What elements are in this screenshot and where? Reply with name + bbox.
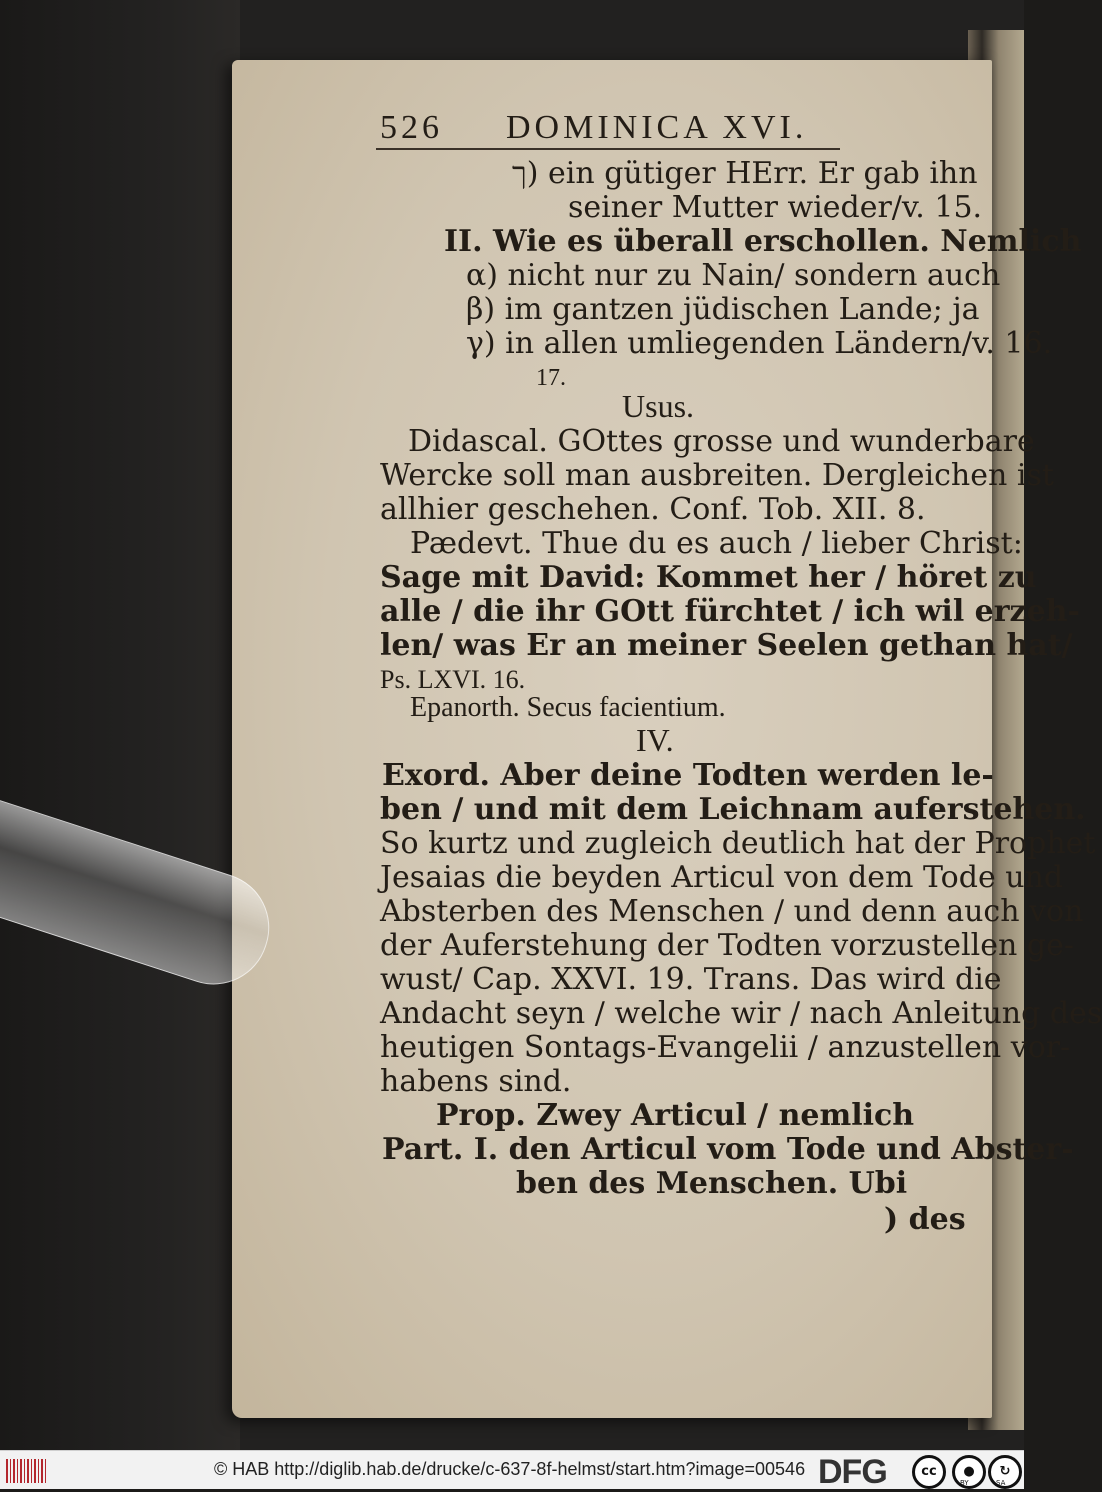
text-line: So kurtz und zugleich deutlich hat der Prophet: [380, 826, 1096, 861]
catchword: ) des: [884, 1202, 966, 1237]
text-line: Part. I. den Articul vom Tode und Abster-: [382, 1132, 1074, 1167]
text-line: alle / die ihr GOtt fürchtet / ich wil erzeh-: [380, 594, 1080, 629]
text-line: ben / und mit dem Leichnam auferstehen.: [380, 792, 1086, 827]
page-number: 526: [380, 109, 443, 146]
text-line: Andacht seyn / welche wir / nach Anleitung des: [380, 996, 1102, 1031]
text-line: β) im gantzen jüdischen Lande; ja: [466, 292, 980, 327]
text-line: Wercke soll man ausbreiten. Dergleichen ist: [380, 458, 1054, 493]
text-line: Prop. Zwey Articul / nemlich: [436, 1098, 915, 1133]
text-line: ך) ein gütiger HErr. Er gab ihn: [512, 156, 978, 191]
text-line: Epanorth. Secus facientium.: [410, 692, 726, 723]
sa-icon: ↻: [988, 1455, 1022, 1489]
text-line: α) nicht nur zu Nain/ sondern auch: [466, 258, 1001, 293]
by-icon: ●: [952, 1455, 986, 1489]
text-line: Didascal. GOttes grosse und wunderbare: [408, 424, 1035, 459]
text-line: Jesaias die beyden Articul von dem Tode und: [380, 860, 1064, 895]
text-line: 17.: [536, 365, 566, 391]
hab-logo-icon: [6, 1459, 48, 1483]
text-line: heutigen Sontags-Evangelii / anzustellen vor-: [380, 1030, 1071, 1065]
text-line: II. Wie es überall erschollen. Nemlich: [444, 224, 1082, 259]
footer-credit-link[interactable]: © HAB http://diglib.hab.de/drucke/c-637-8f-helmst/start.htm?image=00546: [214, 1459, 806, 1479]
text-line: habens sind.: [380, 1064, 572, 1099]
text-line: Pædevt. Thue du es auch / lieber Christ:: [410, 526, 1023, 561]
text-line: Sage mit David: Kommet her / höret zu: [380, 560, 1037, 595]
text-line: Absterben des Menschen / und denn auch von: [380, 894, 1084, 929]
dfg-logo: DFG: [818, 1453, 887, 1491]
header-rule: [376, 148, 840, 150]
section-heading: Usus.: [622, 388, 695, 424]
running-head: DOMINICA XVI.: [506, 109, 808, 146]
text-line: wust/ Cap. XXVI. 19. Trans. Das wird die: [380, 962, 1002, 997]
text-line: len/ was Er an meiner Seelen gethan hat/: [380, 628, 1073, 663]
footer-bar: [0, 1450, 1024, 1489]
text-line: allhier geschehen. Conf. Tob. XII. 8.: [380, 492, 926, 527]
by-label: BY: [960, 1479, 969, 1487]
text-line: Ps. LXVI. 16.: [380, 665, 526, 694]
text-line: der Auferstehung der Todten vorzustellen ge-: [380, 928, 1074, 963]
section-heading: IV.: [636, 722, 674, 758]
sa-label: SA: [996, 1479, 1006, 1487]
cc-icon: cc: [912, 1455, 946, 1489]
text-line: γ) in allen umliegenden Ländern/v. 16.: [466, 326, 1053, 361]
background-left: [0, 0, 240, 1450]
text-line: seiner Mutter wieder/v. 15.: [568, 190, 983, 225]
text-line: ben des Menschen. Ubi: [516, 1166, 908, 1201]
text-line: Exord. Aber deine Todten werden le-: [382, 758, 994, 793]
